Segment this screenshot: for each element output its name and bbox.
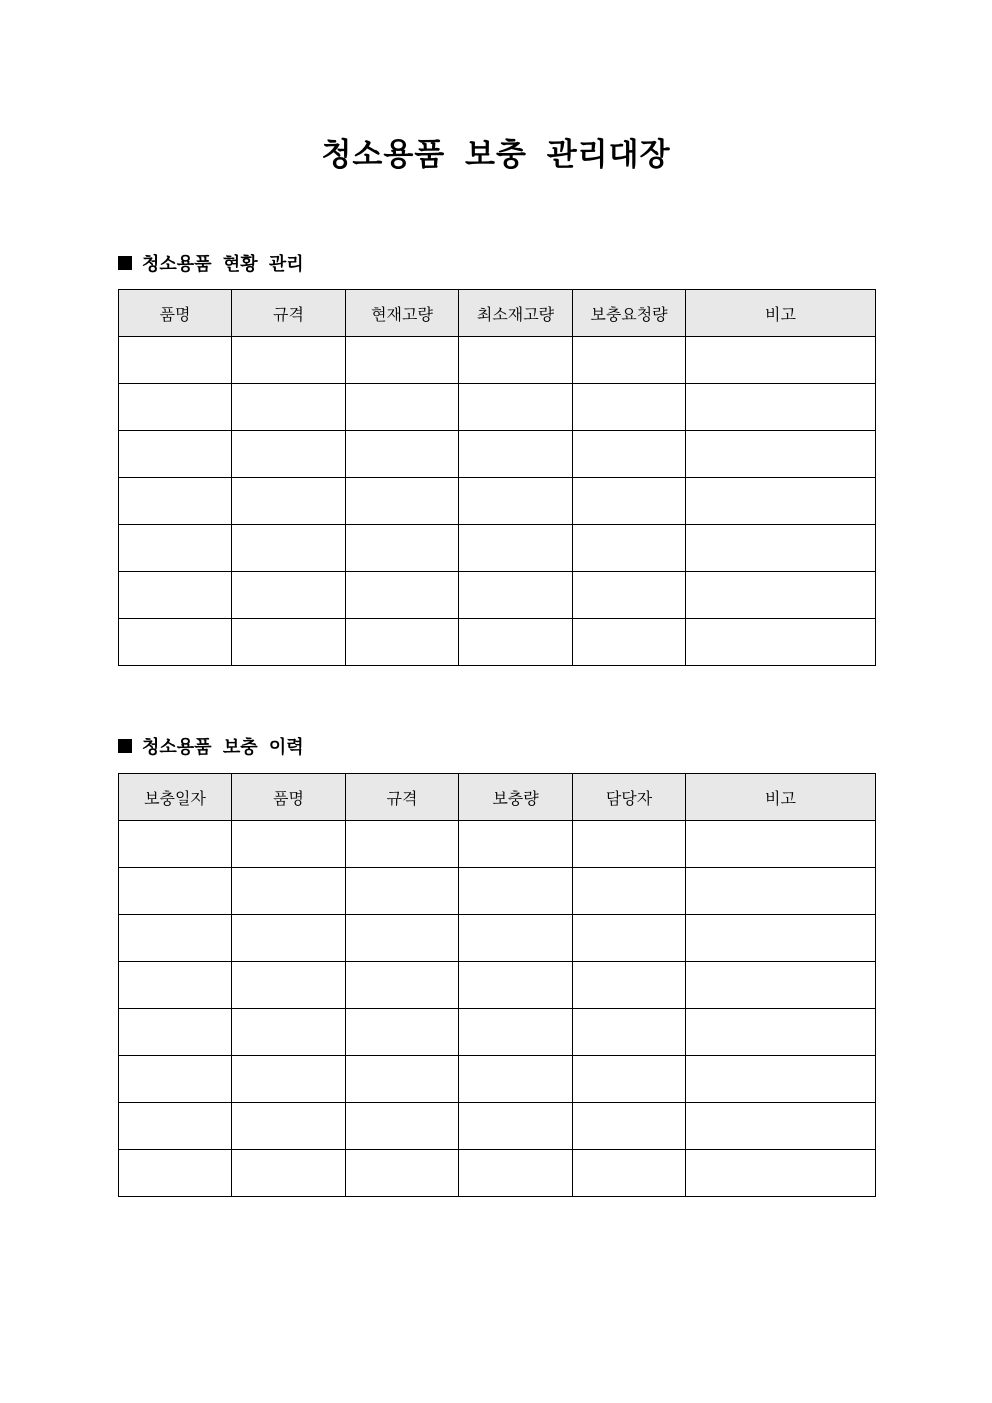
table-cell[interactable]	[686, 619, 876, 666]
table-header-row	[119, 290, 876, 337]
table-cell[interactable]	[232, 1150, 346, 1197]
table-cell[interactable]	[346, 962, 459, 1009]
table-cell[interactable]	[573, 384, 686, 431]
table-cell[interactable]	[686, 478, 876, 525]
table-cell[interactable]	[573, 915, 686, 962]
table-cell[interactable]	[119, 962, 232, 1009]
table-cell[interactable]	[459, 1103, 573, 1150]
table-cell[interactable]	[346, 868, 459, 915]
column-header-item-name: 품명	[119, 290, 232, 337]
table-cell[interactable]	[459, 478, 573, 525]
table-cell[interactable]	[573, 619, 686, 666]
column-header-request-qty: 보충요청량	[573, 290, 686, 337]
column-header-remarks: 비고	[686, 774, 876, 821]
status-section-heading	[118, 252, 304, 278]
table-cell[interactable]	[459, 1056, 573, 1103]
table-cell[interactable]	[686, 1009, 876, 1056]
table-cell[interactable]	[573, 525, 686, 572]
table-cell[interactable]	[459, 337, 573, 384]
table-cell[interactable]	[119, 619, 232, 666]
table-cell[interactable]	[119, 431, 232, 478]
column-header-item-name: 품명	[232, 774, 346, 821]
table-cell[interactable]	[686, 821, 876, 868]
table-cell[interactable]	[119, 868, 232, 915]
table-row	[119, 337, 876, 384]
table-cell[interactable]	[232, 868, 346, 915]
table-row	[119, 478, 876, 525]
table-cell[interactable]	[573, 478, 686, 525]
table-row	[119, 821, 876, 868]
table-row	[119, 525, 876, 572]
black-square-bullet-icon	[118, 256, 132, 270]
inventory-status-table	[118, 289, 876, 666]
table-cell[interactable]	[573, 1009, 686, 1056]
table-cell[interactable]	[232, 821, 346, 868]
table-cell[interactable]	[573, 868, 686, 915]
table-cell[interactable]	[232, 1056, 346, 1103]
table-cell[interactable]	[459, 1150, 573, 1197]
column-header-min-stock: 최소재고량	[459, 290, 573, 337]
table-cell[interactable]	[686, 431, 876, 478]
table-header-row	[119, 774, 876, 821]
table-row	[119, 915, 876, 962]
table-cell[interactable]	[686, 1150, 876, 1197]
table-cell[interactable]	[459, 1009, 573, 1056]
table-cell[interactable]	[232, 478, 346, 525]
table-cell[interactable]	[119, 1150, 232, 1197]
table-cell[interactable]	[459, 525, 573, 572]
table-cell[interactable]	[232, 962, 346, 1009]
table-cell[interactable]	[459, 915, 573, 962]
table-row	[119, 1009, 876, 1056]
table-cell[interactable]	[232, 619, 346, 666]
table-cell[interactable]	[119, 525, 232, 572]
column-header-date: 보충일자	[119, 774, 232, 821]
table-cell[interactable]	[686, 1056, 876, 1103]
table-cell[interactable]	[459, 619, 573, 666]
table-row	[119, 1056, 876, 1103]
history-section-title: 청소용품 보충 이력	[142, 737, 304, 758]
table-cell[interactable]	[346, 1009, 459, 1056]
table-cell[interactable]	[459, 572, 573, 619]
table-cell[interactable]	[232, 572, 346, 619]
table-cell[interactable]	[573, 1056, 686, 1103]
table-cell[interactable]	[686, 915, 876, 962]
column-header-person-in-charge: 담당자	[573, 774, 686, 821]
table-cell[interactable]	[573, 1103, 686, 1150]
table-row	[119, 619, 876, 666]
table-cell[interactable]	[232, 384, 346, 431]
table-row	[119, 868, 876, 915]
table-cell[interactable]	[573, 821, 686, 868]
table-cell[interactable]	[346, 478, 459, 525]
table-cell[interactable]	[119, 1103, 232, 1150]
table-cell[interactable]	[686, 572, 876, 619]
table-cell[interactable]	[119, 572, 232, 619]
table-cell[interactable]	[459, 821, 573, 868]
table-row	[119, 384, 876, 431]
table-row	[119, 572, 876, 619]
table-cell[interactable]	[232, 1009, 346, 1056]
table-row	[119, 962, 876, 1009]
table-cell[interactable]	[573, 962, 686, 1009]
column-header-replenish-qty: 보충량	[459, 774, 573, 821]
document-title: 청소용품 보충 관리대장	[321, 137, 671, 173]
table-cell[interactable]	[573, 1150, 686, 1197]
table-cell[interactable]	[686, 962, 876, 1009]
table-cell[interactable]	[119, 1009, 232, 1056]
table-cell[interactable]	[459, 384, 573, 431]
table-cell[interactable]	[573, 431, 686, 478]
table-cell[interactable]	[459, 868, 573, 915]
table-row	[119, 1103, 876, 1150]
table-cell[interactable]	[119, 821, 232, 868]
table-cell[interactable]	[232, 431, 346, 478]
table-row	[119, 1150, 876, 1197]
table-cell[interactable]	[119, 915, 232, 962]
table-cell[interactable]	[346, 337, 459, 384]
table-cell[interactable]	[119, 1056, 232, 1103]
table-cell[interactable]	[232, 525, 346, 572]
table-cell[interactable]	[686, 868, 876, 915]
table-cell[interactable]	[346, 821, 459, 868]
column-header-remarks: 비고	[686, 290, 876, 337]
column-header-spec: 규격	[232, 290, 346, 337]
status-section-title: 청소용품 현황 관리	[142, 254, 304, 275]
table-cell[interactable]	[119, 337, 232, 384]
black-square-bullet-icon	[118, 739, 132, 753]
table-row	[119, 431, 876, 478]
table-cell[interactable]	[346, 1150, 459, 1197]
table-cell[interactable]	[346, 915, 459, 962]
table-cell[interactable]	[346, 384, 459, 431]
table-cell[interactable]	[686, 1103, 876, 1150]
table-cell[interactable]	[686, 384, 876, 431]
table-cell[interactable]	[686, 525, 876, 572]
table-cell[interactable]	[346, 572, 459, 619]
table-cell[interactable]	[119, 384, 232, 431]
column-header-spec: 규격	[346, 774, 459, 821]
column-header-current-stock: 현재고량	[346, 290, 459, 337]
table-cell[interactable]	[686, 337, 876, 384]
history-section-heading	[118, 735, 304, 761]
table-cell[interactable]	[346, 619, 459, 666]
table-cell[interactable]	[346, 525, 459, 572]
table-cell[interactable]	[346, 431, 459, 478]
table-cell[interactable]	[346, 1103, 459, 1150]
table-cell[interactable]	[346, 1056, 459, 1103]
table-cell[interactable]	[459, 962, 573, 1009]
table-cell[interactable]	[119, 478, 232, 525]
table-cell[interactable]	[459, 431, 573, 478]
table-cell[interactable]	[232, 1103, 346, 1150]
table-cell[interactable]	[573, 572, 686, 619]
replenishment-history-table	[118, 773, 876, 1197]
table-cell[interactable]	[232, 337, 346, 384]
table-cell[interactable]	[232, 915, 346, 962]
table-cell[interactable]	[573, 337, 686, 384]
